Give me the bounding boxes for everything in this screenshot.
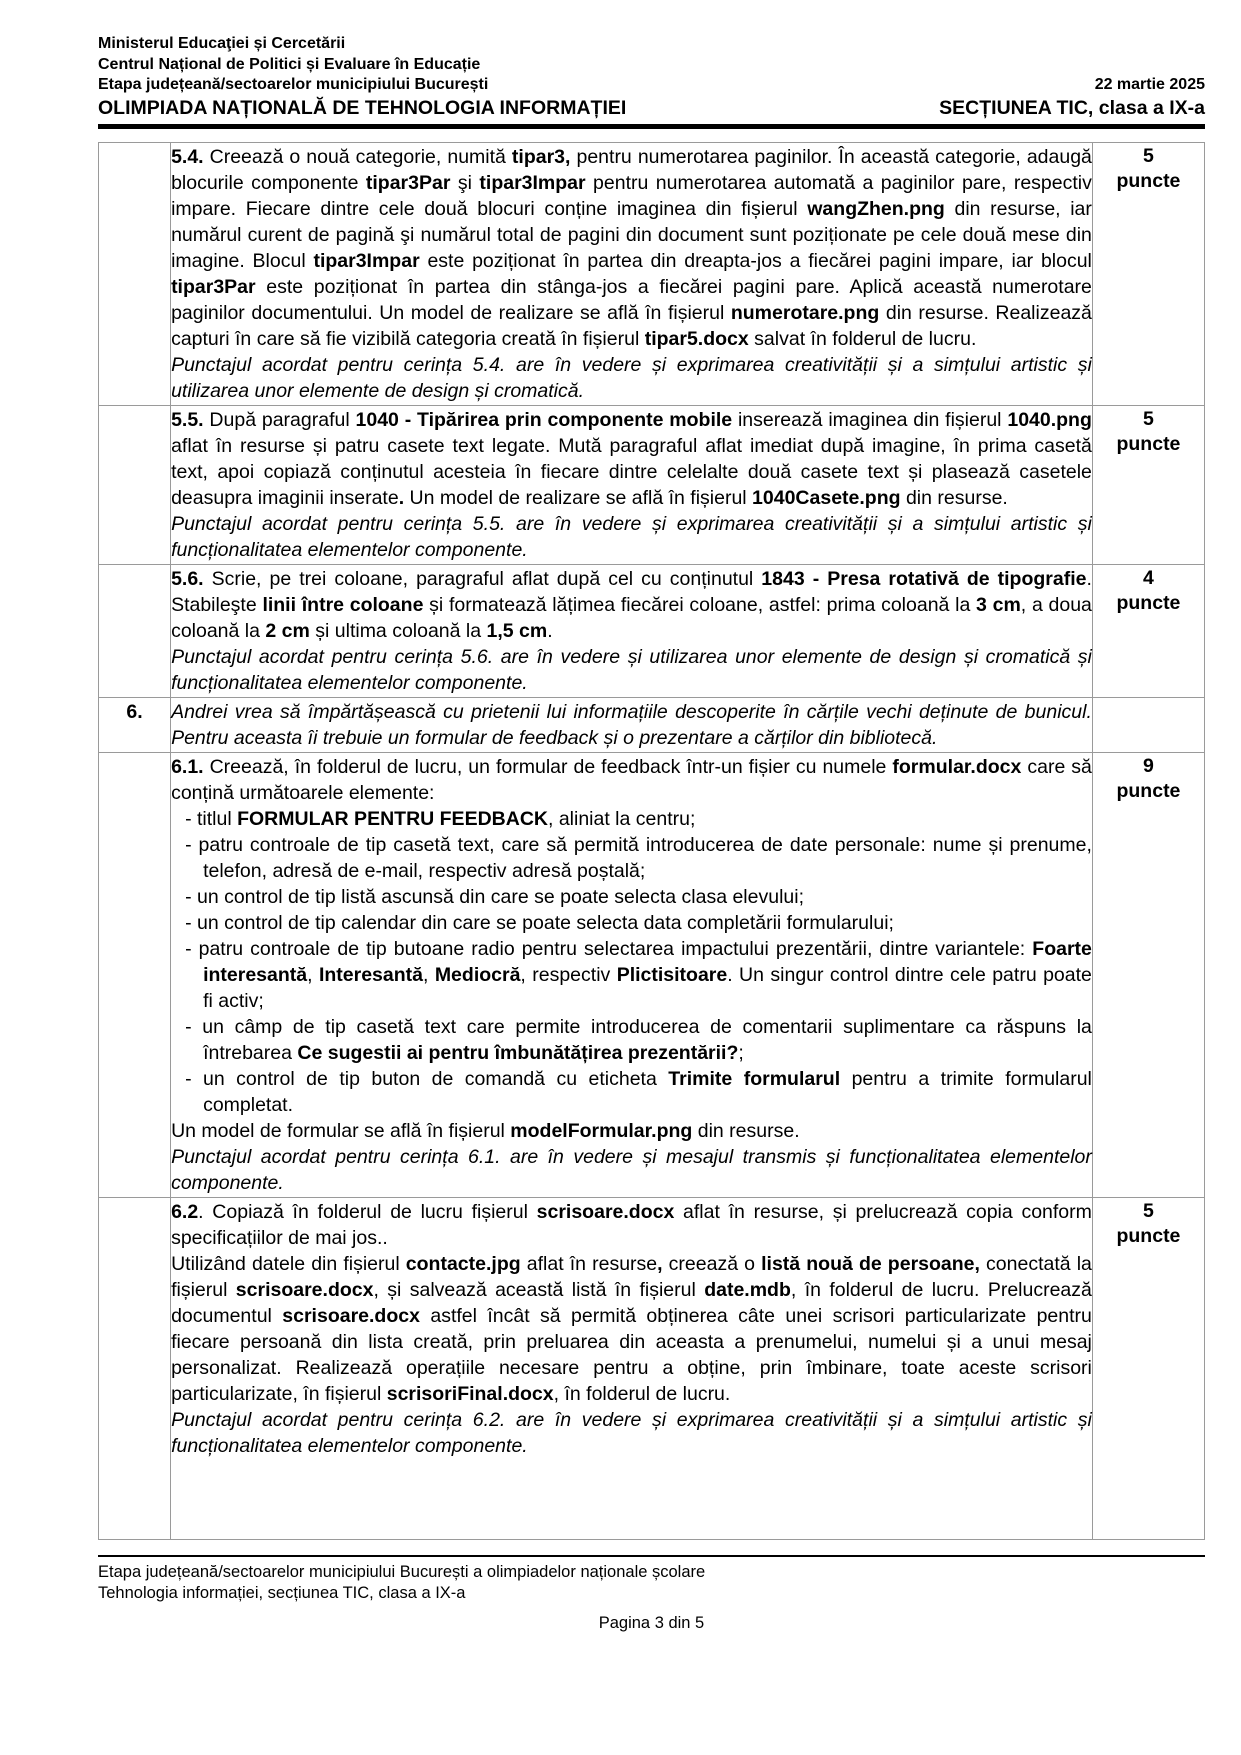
points-cell xyxy=(1092,142,1204,405)
task-number-cell xyxy=(99,142,171,405)
footer-rule xyxy=(98,1555,1205,1557)
task-text: - un câmp de tip casetă text care permite introducerea de comentarii suplimentare ca răspuns la întrebarea Ce sugestii ai pentru îmbunătățirea prezentării?; xyxy=(185,1015,1092,1064)
page-number: Pagina 3 din 5 xyxy=(598,1613,705,1632)
table-row xyxy=(99,1197,1205,1539)
points-cell xyxy=(1092,752,1204,1197)
header-center: Centrul Național de Politici și Evaluare în Educație xyxy=(98,55,481,73)
task-number-cell xyxy=(99,564,171,697)
points-label: puncte xyxy=(1116,432,1181,455)
points-value: 4 xyxy=(1143,566,1154,589)
scoring-note: Andrei vrea să împărtășească cu prietenii lui informațiile descoperite în cărțile vechi deținute de bunicul. Pentru aceasta îi trebuie un formular de feedback și o prezentare a cărților din bibliotecă. xyxy=(171,700,1092,749)
header-section: SECȚIUNEA TIC, clasa a IX-a xyxy=(939,96,1205,119)
task-text: 6.1. Creează, în folderul de lucru, un formular de feedback într-un fișier cu numele formular.docx care să conțină următoarele elemente: xyxy=(171,755,1092,804)
points-value: 9 xyxy=(1143,754,1154,777)
task-text: 6.2. Copiază în folderul de lucru fișierul scrisoare.docx aflat în resurse, și prelucrează copia conform specificațiilor de mai jos.. xyxy=(171,1200,1092,1249)
footer-stage: Etapa județeană/sectoarelor municipiului București a olimpiadelor naționale școlare xyxy=(98,1562,706,1581)
page-header xyxy=(98,34,1205,129)
page-footer xyxy=(98,1555,1205,1634)
task-number-cell xyxy=(99,752,171,1197)
points-value: 5 xyxy=(1143,407,1154,430)
task-text: - un control de tip calendar din care se poate selecta data completării formularului; xyxy=(185,911,894,934)
table-row xyxy=(99,405,1205,564)
scoring-note: Punctajul acordat pentru cerința 5.5. are în vedere și exprimarea creativității și a simțului artistic și funcționalitatea elementelor componente. xyxy=(171,512,1092,561)
task-number-cell xyxy=(99,1197,171,1539)
points-cell xyxy=(1092,1197,1204,1539)
task-text: 5.5. După paragraful 1040 - Tipărirea prin componente mobile inserează imaginea din fișierul 1040.png aflat în resurse și patru casete text legate. Mută paragraful aflat imediat după imagine, în prima casetă text, apoi copiază conținutul acesteia în fiecare dintre celelalte două casete text și plasează casetele deasupra imaginii inserate. Un model de realizare se află în fișierul 1040Casete.png din resurse. xyxy=(171,408,1092,509)
task-text: 5.4. Creează o nouă categorie, numită tipar3, pentru numerotarea paginilor. În această categorie, adaugă blocurile componente tipar3Par şi tipar3Impar pentru numerotarea automată a paginilor pare, respectiv impare. Fiecare dintre cele două blocuri conține imaginea din fișierul wangZhen.png din resurse, iar numărul curent de pagină şi numărul total de pagini din document sunt poziționate pe cele două mese din imagine. Blocul tipar3Impar este poziționat în partea din dreapta-jos a fiecărei pagini impare, iar blocul tipar3Par este poziționat în partea din stânga-jos a fiecărei pagini pare. Aplică această numerotare paginilor documentului. Un model de realizare se află în fișierul numerotare.png din resurse. Realizează capturi în care să fie vizibilă categoria creată în fișierul tipar5.docx salvat în folderul de lucru. xyxy=(171,145,1092,350)
header-date: 22 martie 2025 xyxy=(1094,76,1205,93)
points-value: 5 xyxy=(1143,144,1154,167)
scoring-note: Punctajul acordat pentru cerința 6.1. are în vedere și mesajul transmis și funcționalitatea elementelor componente. xyxy=(171,1145,1092,1194)
points-value: 5 xyxy=(1143,1199,1154,1222)
scoring-note: Punctajul acordat pentru cerința 5.6. are în vedere și utilizarea unor elemente de design și cromatică și funcționalitatea elementelor componente. xyxy=(171,645,1092,694)
points-cell xyxy=(1092,405,1204,564)
header-rule xyxy=(98,124,1205,129)
points-cell xyxy=(1092,564,1204,697)
points-label: puncte xyxy=(1116,591,1181,614)
task-text: - patru controale de tip casetă text, care să permită introducerea de date personale: nume și prenume, telefon, adresă de e-mail, respectiv adresă poștală; xyxy=(185,833,1092,882)
task-text: - patru controale de tip butoane radio pentru selectarea impactului prezentării, dintre variantele: Foarte interesantă, Interesantă, Mediocră, respectiv Plictisitoare. Un singur control dintre cele patru poate fi activ; xyxy=(185,937,1092,1012)
header-ministry: Ministerul Educaţiei și Cercetării xyxy=(98,35,346,52)
points-label: puncte xyxy=(1116,779,1181,802)
task-text: Un model de formular se află în fișierul modelFormular.png din resurse. xyxy=(171,1119,800,1142)
points-label: puncte xyxy=(1116,169,1181,192)
task-content-cell xyxy=(171,142,1093,405)
task-content-cell xyxy=(171,752,1093,1197)
task-content-cell xyxy=(171,564,1093,697)
table-row xyxy=(99,142,1205,405)
header-stage: Etapa județeană/sectoarelor municipiului București xyxy=(98,76,489,93)
task-text: Utilizând datele din fișierul contacte.jpg aflat în resurse, creează o listă nouă de persoane, conectată la fișierul scrisoare.docx, și salvează această listă în fișierul date.mdb, în folderul de lucru. Prelucrează documentul scrisoare.docx astfel încât să permită obținerea câte unei scrisori particularizate pentru fiecare persoană din lista creată, prin preluarea din aceasta a prenumelui, numelui și a unui mesaj personalizat. Realizează operațiile necesare pentru a obține, prin îmbinare, toate aceste scrisori particularizate, în fișierul scrisoriFinal.docx, în folderul de lucru. xyxy=(171,1252,1092,1405)
tasks-table-body xyxy=(99,142,1205,1539)
task-content-cell xyxy=(171,1197,1093,1539)
task-text: 5.6. Scrie, pe trei coloane, paragraful aflat după cel cu conținutul 1843 - Presa rotativă de tipografie. Stabileşte linii între coloane și formatează lățimea fiecărei coloane, astfel: prima coloană la 3 cm, a doua coloană la 2 cm și ultima coloană la 1,5 cm. xyxy=(171,567,1092,642)
points-label: puncte xyxy=(1116,1224,1181,1247)
tasks-table xyxy=(98,142,1205,1540)
task-text: - un control de tip listă ascunsă din care se poate selecta clasa elevului; xyxy=(185,885,804,908)
task-text: - un control de tip buton de comandă cu eticheta Trimite formularul pentru a trimite formularul completat. xyxy=(185,1067,1092,1116)
scoring-note: Punctajul acordat pentru cerința 5.4. are în vedere și exprimarea creativității și a simțului artistic și utilizarea unor elemente de design și cromatică. xyxy=(171,353,1092,402)
task-number-cell xyxy=(99,405,171,564)
task-number-cell: 6. xyxy=(99,697,171,752)
points-cell xyxy=(1092,697,1204,752)
page-title: OLIMPIADA NAȚIONALĂ DE TEHNOLOGIA INFORMAȚIEI xyxy=(98,96,627,119)
table-row xyxy=(99,752,1205,1197)
task-content-cell xyxy=(171,405,1093,564)
scoring-note: Punctajul acordat pentru cerința 6.2. are în vedere și exprimarea creativității și a simțului artistic și funcționalitatea elementelor componente. xyxy=(171,1408,1092,1457)
task-text: - titlul FORMULAR PENTRU FEEDBACK, aliniat la centru; xyxy=(185,807,696,830)
task-content-cell xyxy=(171,697,1093,752)
footer-subject: Tehnologia informației, secțiunea TIC, clasa a IX-a xyxy=(98,1584,466,1602)
table-row xyxy=(99,564,1205,697)
table-row xyxy=(99,697,1205,752)
